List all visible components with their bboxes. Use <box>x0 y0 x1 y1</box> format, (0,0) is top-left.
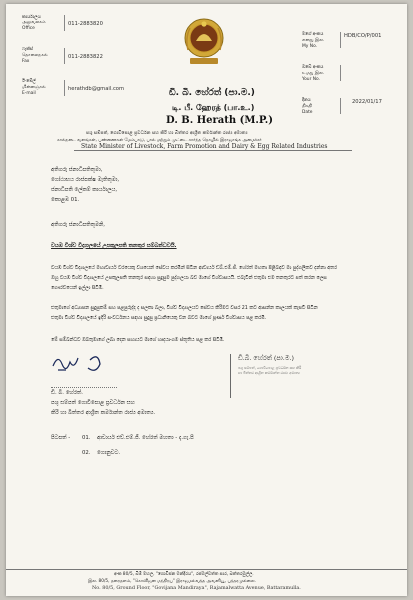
minister-title-si: පශු සම්පත්, ගොවිපොළ ප්‍රවර්ධන සහ කිරි හා බිත්තර ආශ්‍රිත කර්මාන්ත රාජ්‍ය අමාත්‍ය <box>86 131 248 136</box>
date-label-en: Date <box>302 110 313 115</box>
body-paragraph-line: එතුමා විශ්ව විද්‍යාලයේ ඉදිරි සංවර්ධනය සඳහා සුදුසු ප්‍රධානියෙකු වන බවට මාගේ පූර්ණ විශ්වාසය පළ කරමි. <box>51 316 267 321</box>
handwritten-signature-icon <box>50 350 110 378</box>
fax-label-en: Fax <box>22 59 30 64</box>
addressee-line: කොළඹ 01. <box>51 197 80 203</box>
body-paragraph-line: මේ සම්බන්ධව ඔබතුමාගේ ලබා දෙන සහායට මාගේ හෘදයාංගම ස්තූතිය පළ කර සිටිමි. <box>51 338 225 343</box>
copy-item-text: ගොනුවට. <box>97 450 121 456</box>
your-no-label-ta: உமது இல. <box>302 71 325 76</box>
signatory-title-line: කිරි හා බිත්තර ආශ්‍රිත කර්මාන්ත රාජ්‍ය අමාත්‍ය. <box>51 410 156 416</box>
body-paragraph-line: එතුමාගේ අධ්‍යාපන සුදුසුකම් සහ පළපුරුද්ද ද සලකා බලා, විශ්ව විද්‍යාලයට සේවය කිරීමට වසර 21 කට ආසන්න කාලයක් කැපවී සිටින <box>51 306 318 311</box>
stamp-name: ඩී.බී. හේරත් (පා.ම.) <box>238 354 294 362</box>
my-no-label-en: My No. <box>302 44 318 49</box>
email-label-en: E-mail <box>22 91 36 96</box>
email-address: herathdb@gmail.com <box>68 86 125 92</box>
addressee-line: අතිගරු ජනාධිපතිතුමා, <box>51 167 103 173</box>
sri-lanka-emblem-icon <box>182 14 226 68</box>
body-paragraph-line: ගෞරවයෙන් ඉල්ලා සිටිමි. <box>51 286 104 291</box>
minister-title-ta: கால்நடை வளங்கள், பண்ணைகள் மேம்பாடு, பால் மற்றும் முட்டை சார்ந்த தொழில் இராஜாங்க அமைச்சர் <box>57 138 262 143</box>
fax-label-ta: தொலைநகல் <box>22 53 48 58</box>
email-label-si: ඊ-මේල් <box>22 79 36 84</box>
addressee-line: ජනාධිපති ලේකම් කාර්යාලය, <box>51 187 118 193</box>
signatory-title-line: පශු සම්පත් ගොවිපොළ ප්‍රවර්ධන සහ <box>51 400 135 406</box>
office-label-si: කාර්යාලය <box>22 15 41 20</box>
minister-name-si: ඩී. බී. හේරත් (පා.ම.) <box>169 88 255 98</box>
my-no-label-ta: எனது இல. <box>302 38 325 43</box>
my-no-value: HDB/CO/P/001 <box>344 33 382 39</box>
addressee-line: ගෝඨාභය රාජපක්ෂ මැතිතුමා, <box>51 177 120 183</box>
your-no-label-en: Your No. <box>302 77 321 82</box>
date-label-si: දිනය <box>302 98 311 103</box>
office-label-en: Office <box>22 26 35 31</box>
copies-label: පිටපත් - <box>51 435 71 441</box>
fax-label-si: ෆැක්ස් <box>22 47 33 52</box>
copy-item-number: 02. <box>82 450 91 456</box>
minister-name-en: D. B. Herath (M.P.) <box>166 115 273 126</box>
footer-address-en: No. 80/5, Ground Floor, "Govijana Mandiraya", Rajamalwatta Avenue, Battaramulla. <box>92 585 301 591</box>
my-no-label-si: මගේ අංකය <box>302 32 324 37</box>
letter-page <box>6 4 407 596</box>
header-divider <box>74 150 352 151</box>
body-paragraph-line: ඔහු වයඹ විශ්ව විද්‍යාලයේ උපකුලපති තනතුර සඳහා සුදුසුම පුද්ගලයා බව මාගේ විශ්වාසයයි. එබැවින් එතුමා එම තනතුරට පත් කරන ලෙස <box>51 276 327 281</box>
date-label-ta: திகதி <box>302 104 313 109</box>
signature-line <box>51 387 117 388</box>
stamp-role: පශු සම්පත්, ගොවිපොළ ප්‍රවර්ධන සහ කිරි හා බිත්තර ආශ්‍රිත කර්මාන්ත රාජ්‍ය අමාත්‍ය <box>238 366 302 375</box>
copy-item-text: ආචාර්ය එච්.එම්.ජී. හේරත් මහතා - දැ.ගැ.පි <box>97 435 194 441</box>
salutation: අතිගරු ජනාධිපතිතුමනි, <box>51 222 105 228</box>
email-label-ta: மின்னஞ்சல் <box>22 85 46 90</box>
minister-title-en: State Minister of Livestock, Farm Promotion and Dairy & Egg Related Industries <box>81 143 328 150</box>
footer-divider <box>6 569 407 570</box>
signatory-name: ඩී. බී. හේරත්. <box>51 390 83 396</box>
subject-line: වයඹ විශ්ව විද්‍යාලයේ උපකුලපති තනතුර සම්බන්ධවයි. <box>51 243 177 249</box>
footer-address-si: අංක 80/5, බිම් මහල, "ගොවිජන මන්දිරය", රජමල්වත්ත පාර, බත්තරමුල්ල. <box>114 572 254 577</box>
fax-number: 011-2883822 <box>68 54 103 60</box>
body-paragraph-line: වයඹ විශ්ව විද්‍යාලයේ මහාචාර්ය වරයෙකු වශයෙන් සේවය කරමින් සිටින ආචාර්ය ඩබ්.එම්.ජී. හේරත් මහතා පිළිබඳව මා පුද්ගලිකව දන්නා අතර <box>51 266 337 271</box>
your-no-label-si: ඔබේ අංකය <box>302 65 324 70</box>
footer-address-ta: இல. 80/5, தரைதளம், "கொவிஜன மந்திரய" இராஜமல்வத்த அவனியூ, பத்தரமுல்லை. <box>88 579 256 584</box>
office-phone: 011-2883820 <box>68 21 103 27</box>
minister-name-ta: டி. பீ. ஹேரத் (பா.உ.) <box>172 103 255 112</box>
letter-date: 2022/01/17 <box>352 99 382 105</box>
copy-item-number: 01. <box>82 435 91 441</box>
office-label-ta: அலுவலகம் <box>22 20 46 25</box>
